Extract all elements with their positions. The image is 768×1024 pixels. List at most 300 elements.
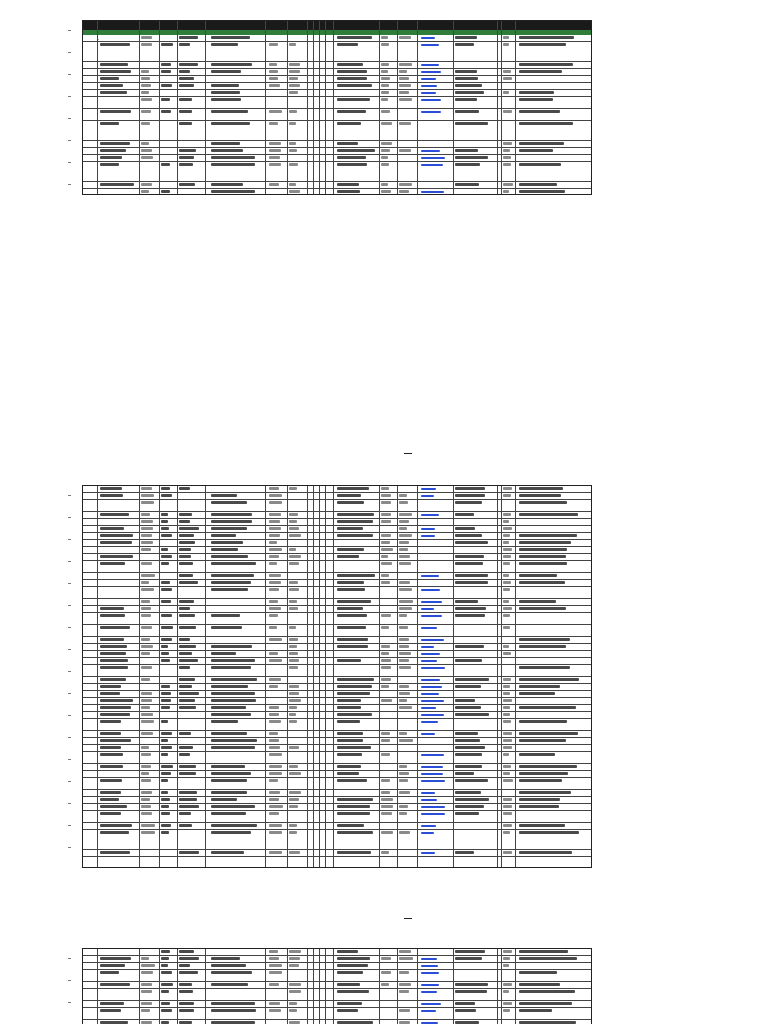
table-cell (399, 779, 408, 782)
link-cell[interactable] (421, 733, 435, 735)
table-cell (337, 36, 372, 39)
link-cell[interactable] (421, 150, 440, 152)
link-cell[interactable] (421, 972, 439, 974)
link-cell[interactable] (421, 71, 441, 73)
table-cell (269, 626, 277, 629)
link-cell[interactable] (421, 958, 437, 960)
table-cell (141, 98, 152, 101)
table-cell (141, 548, 151, 551)
table-cell (455, 534, 482, 537)
table-cell (100, 527, 124, 530)
table-cell (161, 487, 170, 490)
table-cell (503, 1009, 510, 1012)
table-cell (381, 156, 388, 159)
table-cell (289, 142, 296, 145)
link-cell[interactable] (421, 85, 437, 87)
link-cell[interactable] (421, 608, 434, 610)
link-cell[interactable] (421, 44, 439, 46)
table-cell (211, 501, 247, 504)
table-cell (141, 1002, 152, 1005)
link-cell[interactable] (421, 660, 437, 662)
table-cell (141, 626, 152, 629)
link-cell[interactable] (421, 852, 435, 854)
table-cell (269, 732, 278, 735)
table-cell (289, 791, 301, 794)
link-cell[interactable] (421, 64, 439, 66)
table-cell (519, 831, 579, 834)
link-cell[interactable] (421, 589, 440, 591)
table-cell (100, 149, 126, 152)
table-cell (100, 534, 133, 537)
link-cell[interactable] (421, 721, 438, 723)
link-cell[interactable] (421, 646, 434, 648)
table-cell (179, 983, 192, 986)
table-cell (519, 494, 561, 497)
table-cell (519, 534, 577, 537)
table-cell (269, 685, 278, 688)
table-cell (161, 798, 170, 801)
link-cell[interactable] (421, 111, 441, 113)
link-cell[interactable] (421, 535, 435, 537)
table-cell (289, 562, 299, 565)
table-cell (269, 614, 278, 617)
link-cell[interactable] (421, 495, 434, 497)
table-cell (269, 791, 280, 794)
table-cell (289, 527, 299, 530)
table-cell (161, 190, 170, 193)
table-cell (269, 638, 282, 641)
table-cell (289, 110, 297, 113)
table-cell (211, 63, 252, 66)
table-cell (519, 765, 577, 768)
link-cell[interactable] (421, 806, 445, 808)
table-cell (519, 183, 557, 186)
table-cell (337, 588, 365, 591)
table-cell (289, 43, 296, 46)
column-divider (497, 21, 498, 194)
table-cell (269, 494, 282, 497)
table-cell (269, 950, 278, 953)
table-cell (179, 520, 190, 523)
table-cell (289, 659, 299, 662)
table-cell (289, 600, 297, 603)
table-cell (141, 487, 152, 490)
table-cell (381, 190, 391, 193)
column-divider (515, 21, 516, 194)
table-cell (161, 494, 172, 497)
link-cell[interactable] (421, 488, 436, 490)
table-cell (503, 772, 510, 775)
table-cell (100, 732, 121, 735)
table-cell (211, 494, 237, 497)
column-divider (205, 21, 206, 194)
table-cell (211, 626, 242, 629)
table-cell (141, 527, 153, 530)
table-cell (381, 805, 393, 808)
table-cell (519, 638, 570, 641)
table-cell (381, 555, 388, 558)
table-cell (399, 699, 407, 702)
link-cell[interactable] (421, 99, 441, 101)
table-cell (381, 581, 390, 584)
table-cell (337, 971, 363, 974)
table-cell (519, 36, 574, 39)
table-cell (161, 659, 170, 662)
table-cell (455, 678, 489, 681)
table-cell (179, 581, 198, 584)
table-cell (269, 1002, 280, 1005)
table-cell (211, 791, 247, 794)
table-cell (455, 156, 488, 159)
table-cell (179, 706, 196, 709)
link-cell[interactable] (421, 615, 442, 617)
table-cell (503, 692, 510, 695)
table-cell (519, 142, 564, 145)
table-cell (519, 487, 563, 490)
table-cell (399, 149, 411, 152)
table-cell (381, 798, 393, 801)
link-cell[interactable] (421, 799, 437, 801)
link-cell[interactable] (421, 686, 442, 688)
table-cell (337, 706, 361, 709)
table-cell (141, 990, 152, 993)
table-cell (519, 122, 573, 125)
link-cell[interactable] (421, 78, 436, 80)
table-cell (269, 183, 279, 186)
table-cell (141, 666, 152, 669)
table-cell (211, 614, 240, 617)
page-separator (404, 453, 412, 454)
table-cell (179, 666, 190, 669)
table-cell (211, 1002, 255, 1005)
table-cell (455, 77, 478, 80)
link-cell[interactable] (421, 984, 439, 986)
table-cell (100, 851, 130, 854)
table-cell (337, 805, 370, 808)
table-cell (381, 110, 390, 113)
table-cell (289, 1009, 297, 1012)
link-cell[interactable] (421, 639, 444, 641)
link-cell[interactable] (421, 754, 444, 756)
table-cell (455, 957, 482, 960)
table-cell (337, 851, 371, 854)
table-cell (337, 732, 363, 735)
table-cell (289, 983, 301, 986)
table-cell (519, 555, 566, 558)
link-cell[interactable] (421, 707, 436, 709)
table-cell (289, 149, 297, 152)
edge-mark (68, 495, 71, 496)
table-cell (519, 685, 560, 688)
edge-mark (68, 140, 71, 141)
table-cell (399, 812, 407, 815)
column-divider (307, 486, 308, 867)
table-cell (211, 520, 252, 523)
table-cell (399, 588, 412, 591)
table-cell (519, 63, 573, 66)
table-cell (337, 765, 361, 768)
table-cell (455, 614, 485, 617)
table-cell (161, 706, 170, 709)
table-cell (211, 983, 248, 986)
column-divider (333, 486, 334, 867)
link-cell[interactable] (421, 780, 445, 782)
edge-mark (68, 715, 71, 716)
table-cell (161, 638, 172, 641)
table-cell (289, 957, 300, 960)
table-cell (211, 971, 252, 974)
column-divider (177, 486, 178, 867)
table-cell (337, 84, 372, 87)
table-cell (519, 110, 560, 113)
table-cell (503, 581, 511, 584)
link-cell[interactable] (421, 693, 439, 695)
table-cell (455, 501, 482, 504)
link-cell[interactable] (421, 832, 434, 834)
table-cell (100, 122, 119, 125)
table-cell (179, 562, 193, 565)
table-cell (100, 607, 124, 610)
table-cell (141, 706, 150, 709)
link-cell[interactable] (421, 164, 443, 166)
link-cell[interactable] (421, 528, 435, 530)
table-cell (141, 824, 155, 827)
table-cell (269, 659, 282, 662)
table-cell (269, 142, 281, 145)
table-cell (141, 983, 152, 986)
table-cell (503, 957, 510, 960)
table-cell (179, 70, 190, 73)
table-cell (141, 791, 152, 794)
column-divider (397, 486, 398, 867)
edge-mark (68, 74, 71, 75)
table-cell (179, 43, 190, 46)
table-cell (179, 652, 192, 655)
table-cell (211, 851, 244, 854)
table-cell (269, 753, 282, 756)
table-cell (289, 652, 298, 655)
table-cell (211, 964, 246, 967)
link-cell[interactable] (421, 627, 437, 629)
column-divider (325, 21, 326, 194)
table-cell (519, 772, 568, 775)
table-cell (179, 638, 190, 641)
column-divider (139, 949, 140, 1024)
link-cell[interactable] (421, 773, 443, 775)
table-cell (337, 692, 370, 695)
link-cell[interactable] (421, 1003, 441, 1005)
edge-mark (68, 825, 71, 826)
table-cell (455, 607, 486, 610)
link-cell[interactable] (421, 667, 445, 669)
table-cell (519, 541, 571, 544)
table-cell (381, 574, 389, 577)
table-cell (519, 706, 576, 709)
link-cell[interactable] (421, 965, 438, 967)
table-cell (179, 574, 193, 577)
table-cell (519, 548, 567, 551)
table-cell (337, 149, 375, 152)
link-cell[interactable] (421, 653, 440, 655)
table-cell (161, 600, 171, 603)
table-cell (337, 190, 360, 193)
table-cell (211, 548, 238, 551)
table-cell (141, 36, 152, 39)
table-cell (503, 805, 512, 808)
table-cell (337, 600, 371, 603)
table-cell (211, 149, 243, 152)
table-cell (211, 706, 246, 709)
table-cell (399, 183, 412, 186)
table-cell (337, 983, 360, 986)
table-cell (455, 765, 482, 768)
edge-mark (68, 605, 71, 606)
link-cell[interactable] (421, 575, 439, 577)
table-cell (399, 772, 409, 775)
column-divider (417, 949, 418, 1024)
table-cell (161, 765, 173, 768)
table-cell (289, 91, 298, 94)
table-cell (455, 805, 484, 808)
table-cell (141, 798, 150, 801)
table-cell (455, 713, 489, 716)
table-cell (161, 562, 169, 565)
spreadsheet-page-2 (82, 485, 592, 868)
table-cell (503, 746, 512, 749)
table-cell (503, 607, 512, 610)
table-cell (399, 739, 413, 742)
table-cell (337, 548, 364, 551)
table-cell (161, 520, 168, 523)
table-cell (179, 534, 194, 537)
table-cell (503, 626, 510, 629)
table-cell (337, 63, 363, 66)
table-cell (100, 77, 119, 80)
link-cell[interactable] (421, 1010, 436, 1012)
table-cell (289, 588, 299, 591)
table-cell (455, 1009, 476, 1012)
table-cell (211, 805, 255, 808)
table-cell (337, 990, 369, 993)
table-cell (519, 983, 560, 986)
table-cell (161, 527, 169, 530)
table-cell (211, 541, 243, 544)
column-divider (313, 21, 314, 194)
table-cell (161, 1002, 170, 1005)
link-cell[interactable] (421, 825, 436, 827)
table-cell (141, 122, 150, 125)
column-divider (313, 486, 314, 867)
link-cell[interactable] (421, 813, 445, 815)
link-cell[interactable] (421, 601, 442, 603)
column-divider (139, 486, 140, 867)
column-divider (265, 949, 266, 1024)
link-cell[interactable] (421, 700, 444, 702)
link-cell[interactable] (421, 191, 444, 193)
table-cell (141, 43, 152, 46)
table-cell (289, 692, 299, 695)
table-cell (503, 652, 511, 655)
table-cell (503, 950, 512, 953)
table-cell (399, 659, 409, 662)
column-divider (287, 486, 288, 867)
table-cell (100, 513, 129, 516)
table-cell (289, 513, 298, 516)
table-cell (289, 581, 298, 584)
link-cell[interactable] (421, 991, 437, 993)
table-cell (141, 91, 149, 94)
table-cell (269, 772, 282, 775)
table-cell (100, 666, 128, 669)
table-cell (519, 1009, 552, 1012)
table-cell (100, 494, 123, 497)
table-cell (455, 574, 488, 577)
table-cell (337, 183, 359, 186)
table-cell (455, 494, 485, 497)
table-cell (455, 513, 474, 516)
link-cell[interactable] (421, 37, 435, 39)
table-cell (100, 142, 130, 145)
column-divider (501, 949, 502, 1024)
table-cell (519, 779, 562, 782)
table-cell (399, 77, 409, 80)
table-cell (519, 720, 567, 723)
edge-mark (68, 803, 71, 804)
table-cell (503, 713, 510, 716)
table-cell (337, 812, 370, 815)
link-cell[interactable] (421, 514, 439, 516)
link-cell[interactable] (421, 766, 443, 768)
table-cell (399, 950, 411, 953)
table-cell (179, 1009, 194, 1012)
table-cell (381, 614, 391, 617)
table-cell (337, 957, 370, 960)
table-cell (455, 983, 488, 986)
table-cell (179, 990, 193, 993)
table-cell (211, 183, 243, 186)
table-cell (519, 666, 570, 669)
table-cell (455, 659, 482, 662)
table-cell (337, 659, 361, 662)
link-cell[interactable] (421, 679, 440, 681)
table-cell (211, 772, 251, 775)
table-cell (455, 772, 474, 775)
table-cell (503, 851, 512, 854)
link-cell[interactable] (421, 92, 436, 94)
table-cell (399, 562, 411, 565)
table-cell (519, 732, 578, 735)
edge-mark (68, 162, 71, 163)
table-cell (179, 971, 198, 974)
link-cell[interactable] (421, 792, 435, 794)
table-cell (211, 720, 238, 723)
table-cell (269, 541, 277, 544)
table-cell (141, 562, 152, 565)
table-cell (161, 63, 171, 66)
table-cell (269, 581, 281, 584)
link-cell[interactable] (421, 157, 445, 159)
table-cell (503, 43, 509, 46)
link-cell[interactable] (421, 714, 444, 716)
table-cell (211, 812, 246, 815)
table-cell (337, 555, 359, 558)
table-cell (455, 685, 481, 688)
table-cell (381, 84, 389, 87)
column-divider (97, 21, 98, 194)
table-cell (381, 957, 391, 960)
table-cell (141, 156, 153, 159)
column-divider (97, 486, 98, 867)
